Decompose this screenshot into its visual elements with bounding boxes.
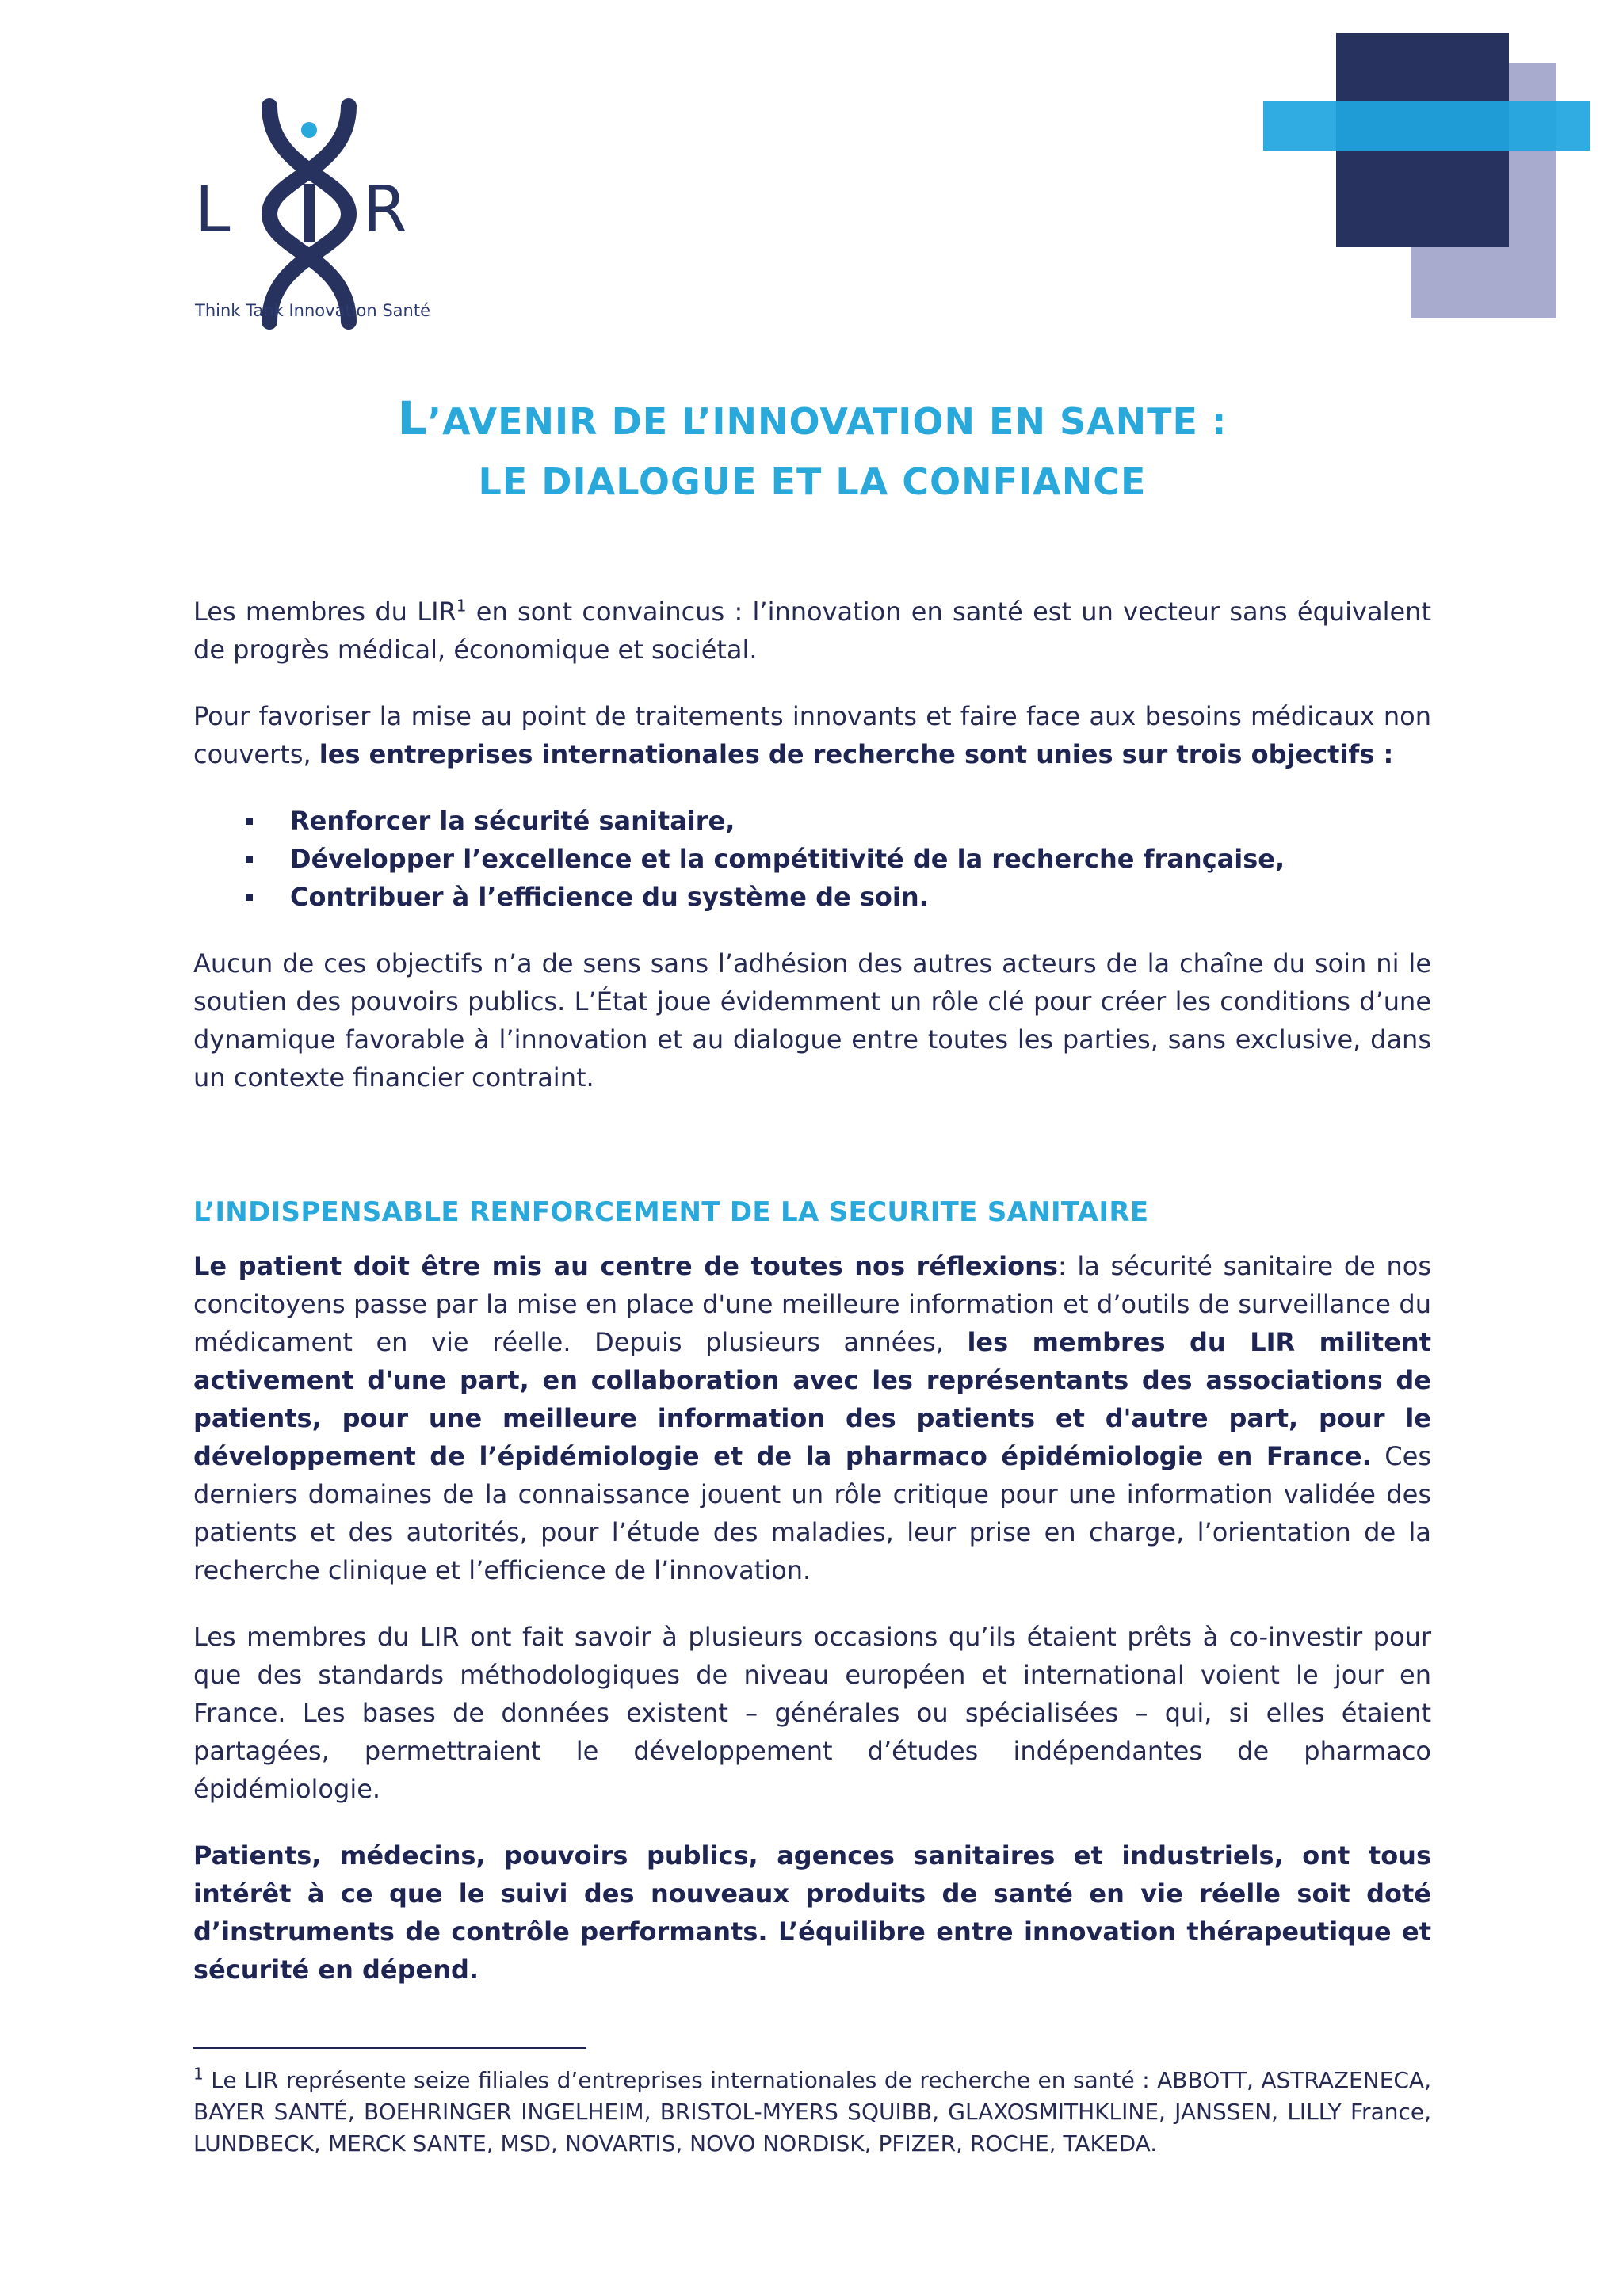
section-heading: L’INDISPENSABLE RENFORCEMENT DE LA SECURITE SANITAIRE [193,1196,1149,1228]
dna-helix-icon [269,106,349,322]
objectives-list [193,802,1431,916]
section-paragraph-3: Patients, médecins, pouvoirs publics, agences sanitaires et industriels, ont tous intérêt à ce que le suivi des nouveaux produits de santé en vie réelle soit doté d’instruments de contrôle performants. L’équilibre entre innovation thérapeutique et sécurité en dépend. [193,1840,1431,1985]
footnote-ref[interactable]: 1 [456,596,467,616]
section-paragraph-2: Les membres du LIR ont fait savoir à plusieurs occasions qu’ils étaient prêts à co-investir pour que des standards méthodologiques de niveau européen et international voient le jour en France. Les bases de données existent – générales ou spécialisées – qui, si elles étaient partagées, permettraient le développement d’études indépendantes de pharmaco épidémiologie. [193,1622,1431,1804]
section-paragraph-1: Le patient doit être mis au centre de toutes nos réflexions: la sécurité sanitaire de nos concitoyens passe par la mise en place d'une meilleure information et d’outils de surveillance du médicament en vie réelle. Depuis plusieurs années, les membres du LIR militent activement d'une part, en collaboration avec les représentants des associations de patients, pour une meilleure information des patients et d'autre part, pour le développement de l’épidémiologie et de la pharmaco épidémiologie en France. Ces derniers domaines de la connaissance jouent un rôle critique pour une information validée des patients et des autorités, pour l’étude des maladies, leur prise en charge, l’orientation de la recherche clinique et l’efficience de l’innovation. [193,1251,1432,1585]
logo-tagline: Think Tank Innovation Santé [195,301,431,320]
intro-paragraph-2: Pour favoriser la mise au point de traitements innovants et faire face aux besoins médicaux non couverts, les entreprises internationales de recherche sont unies sur trois objectifs : [193,701,1431,769]
footnote: $^1$ Le LIR représente seize filiales d’entreprises internationales de recherche en santé : ABBOTT, ASTRAZENECA, BAYER SANTÉ, BOEHRINGER INGELHEIM, BRISTOL-MYERS SQUIBB, GLAXOSMITHKLINE, JANSSEN, LILLY France, LUNDBECK, MERCK SANTE, MSD, NOVARTIS, NOVO NORDISK, PFIZER, ROCHE, TAKEDA. [193,2064,1431,2157]
list-item: Contribuer à l’efficience du système de soin. [193,878,1431,916]
title-line-1: L’AVENIR DE L’INNOVATION EN SANTE : [397,391,1228,445]
document-body [193,593,1431,2017]
bullet-square-icon [246,894,253,901]
title-line-2: LE DIALOGUE ET LA CONFIANCE [478,460,1147,503]
intro-paragraph-1: Les membres du LIR$^1$ en sont convaincus : l’innovation en santé est un vecteur sans équivalent de progrès médical, économique et sociétal. [193,596,1432,665]
bullet-square-icon [246,818,253,825]
lir-logo [190,95,431,333]
decorative-cyan-bar [1263,101,1590,151]
intro-paragraph-3: Aucun de ces objectifs n’a de sens sans l’adhésion des autres acteurs de la chaîne du soin ni le soutien des pouvoirs publics. L’État joue évidemment un rôle clé pour créer les conditions d’une dynamique favorable à l’innovation et au dialogue entre toutes les parties, sans exclusive, dans un contexte financier contraint. [193,948,1431,1093]
logo-letter-r: R [363,173,407,246]
page-title [190,388,1434,512]
list-item: Développer l’excellence et la compétitivité de la recherche française, [193,840,1431,878]
list-item: Renforcer la sécurité sanitaire, [193,802,1431,840]
footnote-divider [193,2047,586,2049]
bullet-square-icon [246,856,253,863]
logo-letter-l: L [195,173,231,246]
